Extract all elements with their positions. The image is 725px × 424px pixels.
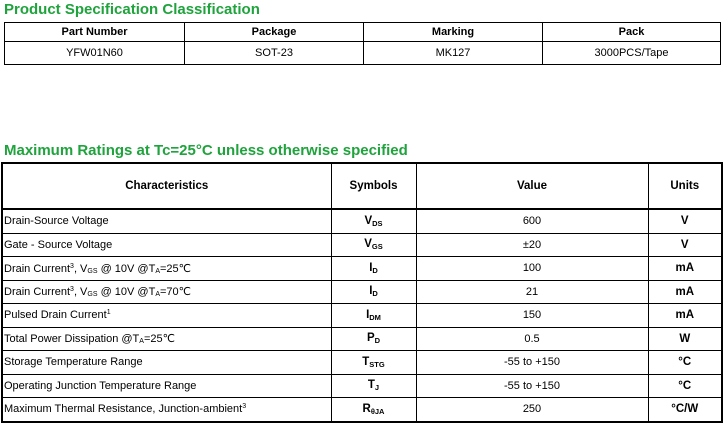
characteristic-cell [2,304,331,328]
value-cell: 100 [416,257,648,281]
unit-cell: mA [648,280,722,304]
characteristic-text: =25℃ [159,262,191,275]
characteristic-text: 3 [242,403,247,411]
header-pack: Pack [543,23,721,42]
characteristic-cell: Gate - Source Voltage [2,233,331,257]
characteristic-text: , V [73,286,88,299]
table-row [2,304,722,328]
value-cell: 150 [416,304,648,328]
symbol-main: I [369,261,373,274]
characteristic-text: A [155,267,160,275]
value-cell: -55 to +150 [416,374,648,398]
header-symbols: Symbols [331,163,416,209]
symbol-cell [331,374,416,398]
symbol-main: I [369,285,373,298]
symbol-subscript: D [372,265,378,275]
characteristic-text: Total Power Dissipation @T [4,333,140,346]
symbol-subscript: D [374,336,381,346]
characteristic-text: GS [87,291,98,299]
characteristic-text: 3 [70,286,74,294]
value-cell: 250 [416,398,648,422]
value-cell: -55 to +150 [416,351,648,375]
characteristic-text: Drain Current [4,286,71,299]
table-row [2,374,722,398]
characteristic-text: GS [87,267,98,275]
unit-cell: °C [648,374,722,398]
unit-cell: mA [648,304,722,328]
symbol-cell [331,257,416,281]
characteristic-text: 3 [70,262,74,270]
symbol-cell [331,327,416,351]
table-row [2,233,722,257]
spec-table [4,22,721,65]
characteristic-text: , V [73,262,88,275]
value-cell: 21 [416,280,648,304]
header-units: Units [648,163,722,209]
ratings-section-title: Maximum Ratings at Tc=25°C unless otherwise specified [4,142,408,159]
table-row [2,257,722,281]
characteristic-text: A [155,291,160,299]
symbol-main: I [366,308,370,321]
unit-cell: °C [648,351,722,375]
symbol-subscript: θJA [370,406,385,416]
symbol-main: T [362,355,370,368]
spec-header-row [5,23,721,42]
symbol-subscript: J [374,383,380,393]
unit-cell: W [648,327,722,351]
header-value: Value [416,163,648,209]
unit-cell: V [648,233,722,257]
marking: MK127 [364,42,543,65]
symbol-subscript: STG [369,359,385,369]
table-row [2,327,722,351]
unit-cell: °C/W [648,398,722,422]
characteristic-cell [2,327,331,351]
symbol-cell [331,398,416,422]
symbol-main: T [367,379,375,392]
symbol-main: R [362,402,371,415]
symbol-main: V [364,214,373,227]
symbol-cell [331,280,416,304]
symbol-subscript: DM [369,312,381,322]
symbol-main: V [364,238,372,251]
unit-cell: V [648,209,722,233]
header-part-number: Part Number [5,23,185,42]
ratings-header-row [2,163,722,209]
characteristic-text: A [139,338,144,346]
symbol-subscript: D [372,289,378,299]
symbol-cell [331,304,416,328]
characteristic-text: @ 10V @T [97,286,156,299]
ratings-table [1,162,723,423]
header-characteristics: Characteristics [2,163,331,209]
header-package: Package [185,23,364,42]
symbol-subscript: DS [372,218,383,228]
characteristic-cell: Operating Junction Temperature Range [2,374,331,398]
package: SOT-23 [185,42,364,65]
header-marking: Marking [364,23,543,42]
table-row [5,42,721,65]
value-cell: 0.5 [416,327,648,351]
table-row [2,280,722,304]
pack: 3000PCS/Tape [543,42,721,65]
symbol-cell [331,351,416,375]
table-row [2,398,722,422]
characteristic-text: Pulsed Drain Current [4,309,107,322]
symbol-main: P [366,332,375,345]
unit-cell: mA [648,257,722,281]
characteristic-cell: Storage Temperature Range [2,351,331,375]
characteristic-text: =70℃ [159,286,191,299]
value-cell: 600 [416,209,648,233]
table-row [2,351,722,375]
characteristic-text: Drain Current [4,262,71,275]
characteristic-cell [2,257,331,281]
characteristic-cell [2,280,331,304]
table-row [2,209,722,233]
characteristic-text: Maximum Thermal Resistance, Junction-ambient [4,403,243,416]
characteristic-text: 1 [106,309,111,317]
symbol-cell [331,209,416,233]
symbol-subscript: GS [371,242,383,252]
spec-section-title: Product Specification Classification [4,1,260,18]
characteristic-cell: Drain-Source Voltage [2,209,331,233]
symbol-cell [331,233,416,257]
characteristic-text: @ 10V @T [97,262,156,275]
value-cell: ±20 [416,233,648,257]
characteristic-cell [2,398,331,422]
characteristic-text: =25℃ [143,333,175,346]
part-number: YFW01N60 [5,42,185,65]
